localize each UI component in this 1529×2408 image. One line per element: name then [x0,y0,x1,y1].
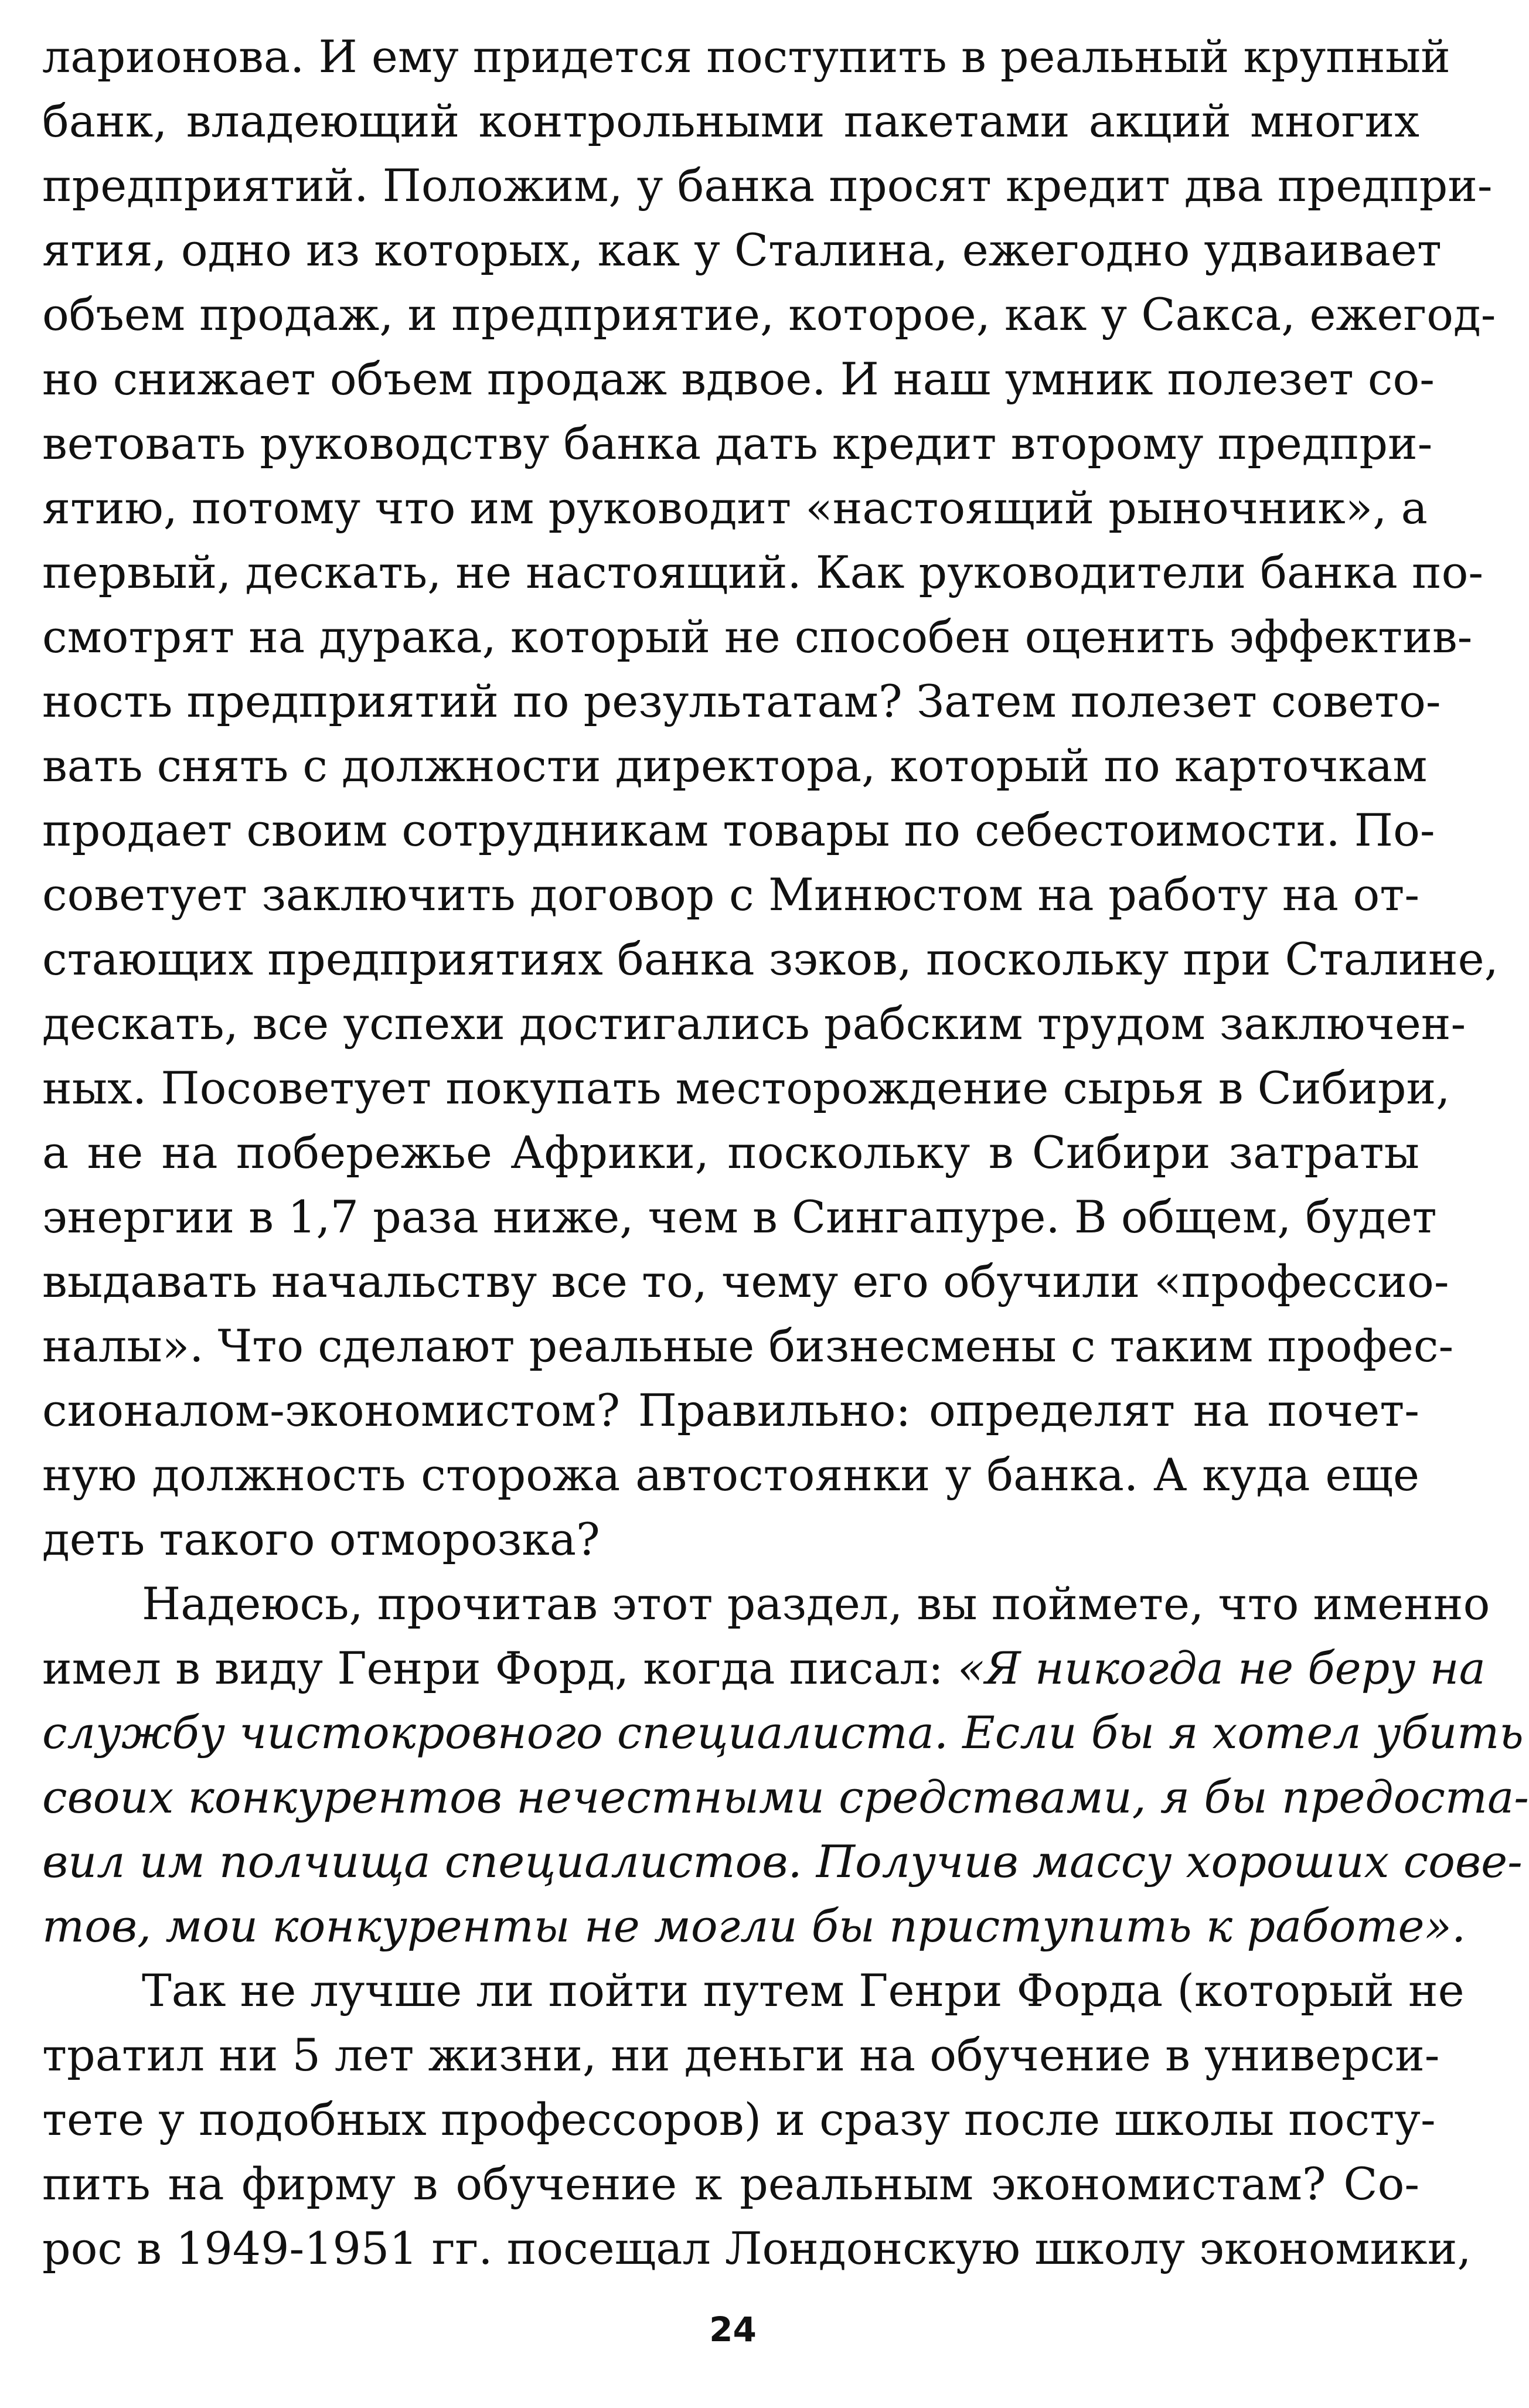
text-line: Надеюсь, прочитав этот раздел, вы поймете, что именно [142,1578,1490,1630]
text-line: Так не лучше ли пойти путем Генри Форда (который не [142,1964,1465,2017]
text-line: но снижает объем продаж вдвое. И наш умник полезет со- [42,353,1435,405]
text-line: банк, владеющий контрольными пакетами акций многих [42,95,1419,147]
paragraph-3 [42,1959,1472,2281]
text-line: объем продаж, и предприятие, которое, как у Сакса, ежегод- [42,288,1496,340]
page-number: 24 [709,2310,757,2349]
text-line: а не на побережье Африки, поскольку в Сибири затраты [42,1126,1419,1179]
text-line [42,1636,1486,1701]
text-line: деть такого отморозка? [42,1513,600,1565]
quote-line: своих конкурентов нечестными средствами, я бы предоста- [42,1771,1529,1823]
text-line: налы». Что сделают реальные бизнесмены с таким профес- [42,1320,1454,1372]
text-line: ларионова. И ему придется поступить в реальный крупный [42,30,1450,83]
text-line: тете у подобных профессоров) и сразу после школы посту- [42,2093,1436,2145]
text-line: пить на фирму в обучение к реальным экономистам? Со- [42,2158,1419,2210]
text-line: ную должность сторожа автостоянки у банка. А куда еще [42,1449,1419,1501]
text-line: ных. Посоветует покупать месторождение сырья в Сибири, [42,1062,1450,1114]
text-line: ветовать руководству банка дать кредит второму предпри- [42,417,1433,469]
text-line: советует заключить договор с Минюстом на работу на от- [42,868,1419,921]
paragraph-1 [42,25,1499,1572]
text-line: рос в 1949-1951 гг. посещал Лондонскую школу экономики, [42,2222,1472,2274]
text-line: сионалом-экономистом? Правильно: определят на почет- [42,1384,1419,1436]
text-line: тратил ни 5 лет жизни, ни деньги на обучение в универси- [42,2029,1440,2081]
quote-line: тов, мои конкуренты не могли бы приступить к работе». [42,1900,1466,1952]
text-line: ятию, потому что им руководит «настоящий рыночник», а [42,482,1428,534]
quote-segment: «Я никогда не беру на [957,1642,1486,1694]
text-segment: имел в виду Генри Форд, когда писал: [42,1642,958,1694]
text-line: смотрят на дурака, который не способен оценить эффектив- [42,611,1473,663]
body-text [42,25,1529,2281]
text-line: стающих предприятиях банка зэков, поскольку при Сталине, [42,933,1499,985]
text-line: дескать, все успехи достигались рабским трудом заключен- [42,997,1466,1050]
text-line: предприятий. Положим, у банка просят кредит два предпри- [42,159,1493,212]
text-line: первый, дескать, не настоящий. Как руководители банка по- [42,546,1484,598]
text-line: ность предприятий по результатам? Затем полезет советo- [42,675,1441,727]
text-line: выдавать начальству все то, чему его обучили «профессио- [42,1255,1449,1307]
text-line: ятия, одно из которых, как у Сталина, ежегодно удваивает [42,224,1442,276]
text-line: вать снять с должности директора, который по карточкам [42,740,1428,792]
paragraph-2 [42,1572,1529,1959]
quote-line: вил им полчища специалистов. Получив массу хороших сове- [42,1835,1523,1888]
text-line: энергии в 1,7 раза ниже, чем в Сингапуре. В общем, будет [42,1191,1437,1243]
quote-line: службу чистокровного специалиста. Если бы я хотел убить [42,1707,1524,1759]
text-line: продает своим сотрудникам товары по себестоимости. По- [42,804,1435,856]
